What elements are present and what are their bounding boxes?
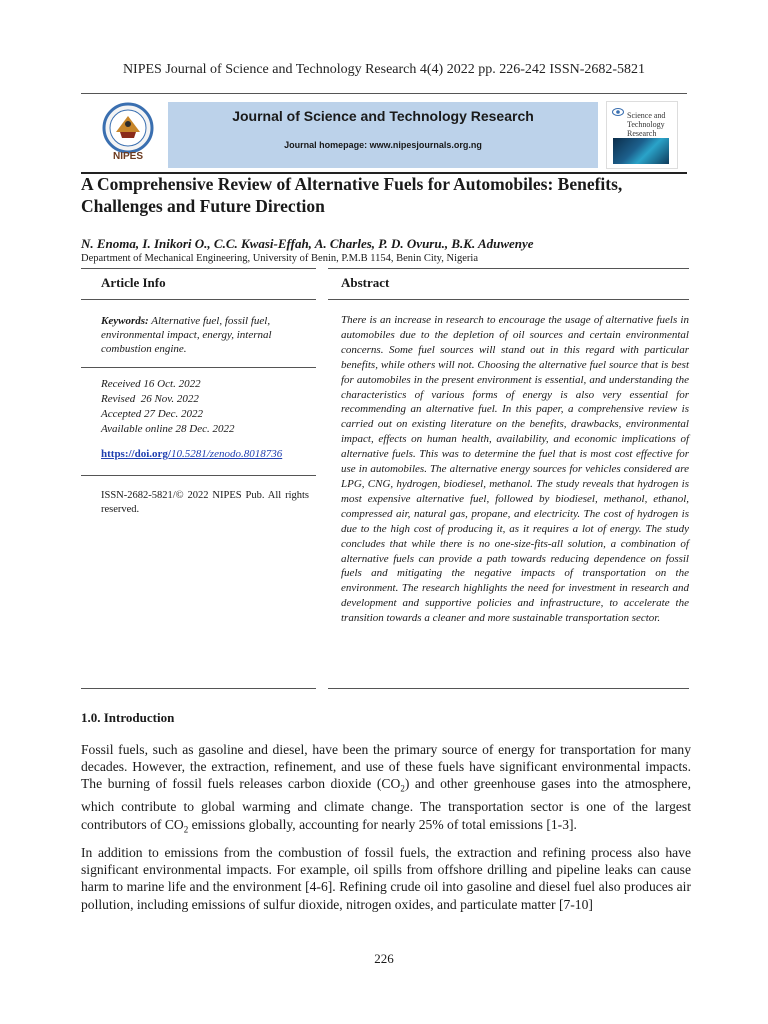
introduction-heading: 1.0. Introduction [81,710,175,725]
doi-rule [81,475,316,476]
co2-subscript: 2 [183,824,189,835]
intro-p1-part-b: ) and other greenhouse gases into the atmosphere, which contribute to global warming and climate change. The transportation sector is one of the largest contributors of CO [81,776,691,832]
abstract-text: There is an increase in research to encourage the usage of alternative fuels in automobiles due to the depletion of oil sources and certain environmental concerns. Some fuel sources will stand out in this regard with particular benefits, while others will not. Choosing the alternative fuel source that is best for automobiles in the present environment is essential, and understanding the characteristics of various forms of energy is also very essential for recommending an alternative fuel. In this paper, a comprehensive review is carried out on existing literature on the benefits, drawbacks, environmental impact, effects on human health, availability, and economic implications of alternative fuels. This was to determine the fuel that is most cost effective for use in automobiles. The alternative energy sources for vehicles considered are LPG, CNG, hydrogen, biodiesel, methanol. The study reveals that hydrogen is most expensive alternative fuel, followed by biodiesel, methanol, ethanol, compressed air, natural gas, propane, and electricity. The cost of hydrogen is due to the high cost of producing it, as it requires a lot of energy. The study concludes that while there is no one-size-fits-all solution, a combination of alternative fuels can provide a path towards reducing dependence on fossil fuels and mitigating the negative impacts of transportation on the environment. The research highlights the need for investment in research and development and supportive policies and infrastructure, to accelerate the transition towards a cleaner and more sustainable transportation sector. [341,314,689,625]
keywords-label: Keywords: [101,315,149,327]
info-head-rule-left [81,299,316,300]
journal-title: Journal of Science and Technology Research [232,108,534,124]
doi-suffix[interactable]: 10.5281/zenodo.8018736 [170,448,283,460]
article-dates [101,377,311,437]
issn-rights: ISSN-2682-5821/© 2022 NIPES Pub. All rights reserved. [101,490,309,515]
intro-p1-part-a: Fossil fuels, such as gasoline and diesel, have been the primary source of energy for transportation for many decades. However, the extraction, refinement, and use of these fuels have significant environmental impacts. The burning of fossil fuels releases carbon dioxide (CO [81,742,691,792]
intro-paragraph-1 [81,741,691,838]
keywords-text: Alternative fuel, fossil fuel, environmental impact, energy, internal combustion engine. [101,315,272,355]
keywords [101,314,311,356]
doi-link[interactable] [101,448,331,460]
author-list: N. Enoma, I. Inikori O., C.C. Kwasi-Effah, A. Charles, P. D. Ovuru., B.K. Aduwenye [81,236,534,251]
co2-subscript: 2 [400,784,405,795]
intro-p1-part-c: emissions globally, accounting for nearly 25% of total emissions [1-3]. [188,816,577,832]
accepted-date: Accepted 27 Dec. 2022 [101,408,204,420]
article-info-heading: Article Info [101,275,166,290]
publisher-label: NIPES [112,151,143,162]
keywords-rule [81,367,316,368]
info-bottom-rule-right [328,688,689,689]
cover-image [613,138,669,164]
info-bottom-rule-left [81,688,316,689]
available-date: Available online 28 Dec. 2022 [101,423,235,435]
journal-homepage: Journal homepage: www.nipesjournals.org.ng [284,140,482,150]
info-top-rule-left [81,268,316,269]
article-title: A Comprehensive Review of Alternative Fuels for Automobiles: Benefits, Challenges and Future Direction [81,174,623,216]
page-number: 226 [374,951,394,966]
cover-eye-icon [612,106,624,118]
doi-prefix[interactable]: https://doi.org/ [101,448,171,460]
affiliation: Department of Mechanical Engineering, University of Benin, P.M.B 1154, Benin City, Nigeria [81,253,478,264]
abstract-heading: Abstract [341,275,390,290]
revised-date: Revised 26 Nov. 2022 [101,393,199,405]
info-head-rule-right [328,299,689,300]
cover-title: Science and Technology Research [627,111,666,138]
header-rule [81,93,687,94]
info-top-rule-right [328,268,689,269]
journal-cover-thumbnail [606,101,678,169]
intro-paragraph-2: In addition to emissions from the combustion of fossil fuels, the extraction and refining process also have significant environmental impacts. For example, oil spills from offshore drilling and pipeline leaks can cause harm to marine life and the environment [4-6]. Refining crude oil into gasoline and diesel fuel also produces air pollution, including emissions of sulfur dioxide, nitrogen oxides, and particulate matter [7-10] [81,845,691,912]
received-date: Received 16 Oct. 2022 [101,378,201,390]
running-head: NIPES Journal of Science and Technology Research 4(4) 2022 pp. 226-242 ISSN-2682-5821 [122,62,646,77]
